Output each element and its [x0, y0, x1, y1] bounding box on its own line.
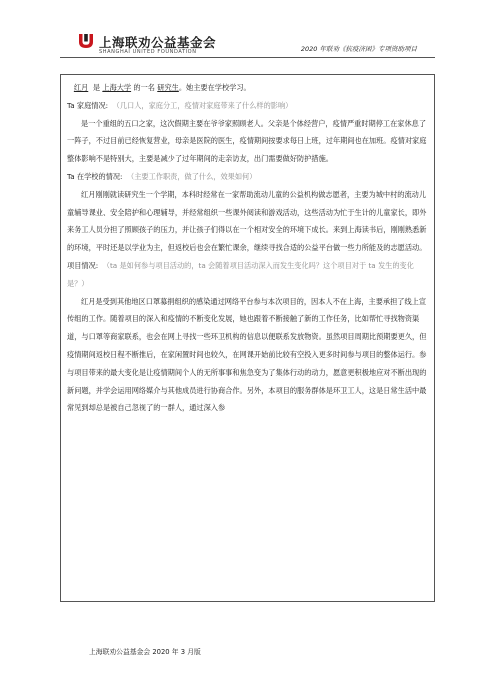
project-body: 红月是受到其他地区口罩募捐组织的感染通过网络平台参与本次项目的，因本人不在上海，主要承担了线上宣传组的工作。随着项目的深入和疫情的不断变化发展，她也跟着不断接触了新的工作任务，比如帮忙寻找物资渠道，与口罩等商家联系，也会在网上寻找一些环卫机构的信息以便联系发放物资。虽然项目周期比预期要更久，但疫情期间返校日程不断推后，在家闲置时间也较久，在网课开始前比较有空投入更多时间参与项目的整体运行。参与项目带来的最大变化是让疫情期间个人的无所事事和焦急变为了集体行动的动力，愿意更积极地应对不断出现的新问题，并学会运用网络媒介与其他成员进行协商合作。另外，本项目的服务群体是环卫工人，这是日常生活中最常见到却总是被自己忽视了的一群人，通过深入参 [67, 296, 427, 413]
family-body: 是一个重组的五口之家，这次假期主要在爷爷家照顾老人。父亲是个体经营户，疫情严重时期停工在家休息了一阵子，不过目前已经恢复营业，母亲是医院的医生，疫情期间按要求每日上班，过年期间也在加班。疫情对家庭整体影响不是特别大，主要是减少了过年期间的走亲访友，出门需要做好防护措施。 [67, 118, 427, 164]
intro-line [67, 79, 428, 97]
intro-tail: 。她主要在学校学习。 [178, 83, 251, 92]
header-divider [60, 57, 435, 58]
student-grade: 研究生 [157, 83, 179, 92]
family-hint: （几口人，家庭分工，疫情对家庭带来了什么样的影响） [112, 100, 293, 110]
student-name: 红月 [73, 83, 89, 92]
school-body: 红月刚刚就读研究生一个学期，本科时经常在一家帮助流动儿童的公益机构做志愿者，主要为城中村的流动儿童辅导课业、安全陪护和心理辅导，并经常组织一些课外阅读和游戏活动，这些活动为忙于生计的儿童家长，即外来务工人员分担了照顾孩子的压力，并让孩子们得以在一个相对安全的环境下成长。来到上海读书后，刚刚熟悉新的环境，平时还是以学业为主，但返校后也会在繁忙课余，继续寻找合适的公益平台做一些力所能及的志愿活动。 [67, 189, 427, 253]
school-heading [67, 168, 428, 186]
org-name-en: SHANGHAI UNITED FOUNDATION [99, 49, 197, 55]
family-label: Ta 家庭情况: [67, 100, 109, 110]
school-hint: （主要工作职责，做了什么，效果如何） [127, 171, 257, 181]
project-heading [67, 257, 428, 293]
intro-is: 是 [92, 83, 101, 92]
org-name-cn: 上海联劝公益基金会 [99, 35, 217, 50]
family-heading [67, 97, 428, 115]
foundation-logo-icon [76, 32, 96, 50]
document-title: 2020 年联劝《抗疫济困》专项资助项目 [300, 45, 417, 53]
school-name: 上海大学 [102, 83, 132, 92]
intro-of: 的一名 [133, 83, 155, 92]
project-hint: （ta 是如何参与项目活动的，ta 会随着项目活动深入而发生变化吗？这个项目对于 ta 发生的变化是？） [67, 260, 414, 288]
footer-text: 上海联劝公益基金会 2020 年 3 月版 [89, 648, 201, 656]
school-label: Ta 在学校的情况: [67, 171, 123, 181]
report-content [67, 79, 428, 417]
project-label: 项目情况: [67, 260, 99, 270]
